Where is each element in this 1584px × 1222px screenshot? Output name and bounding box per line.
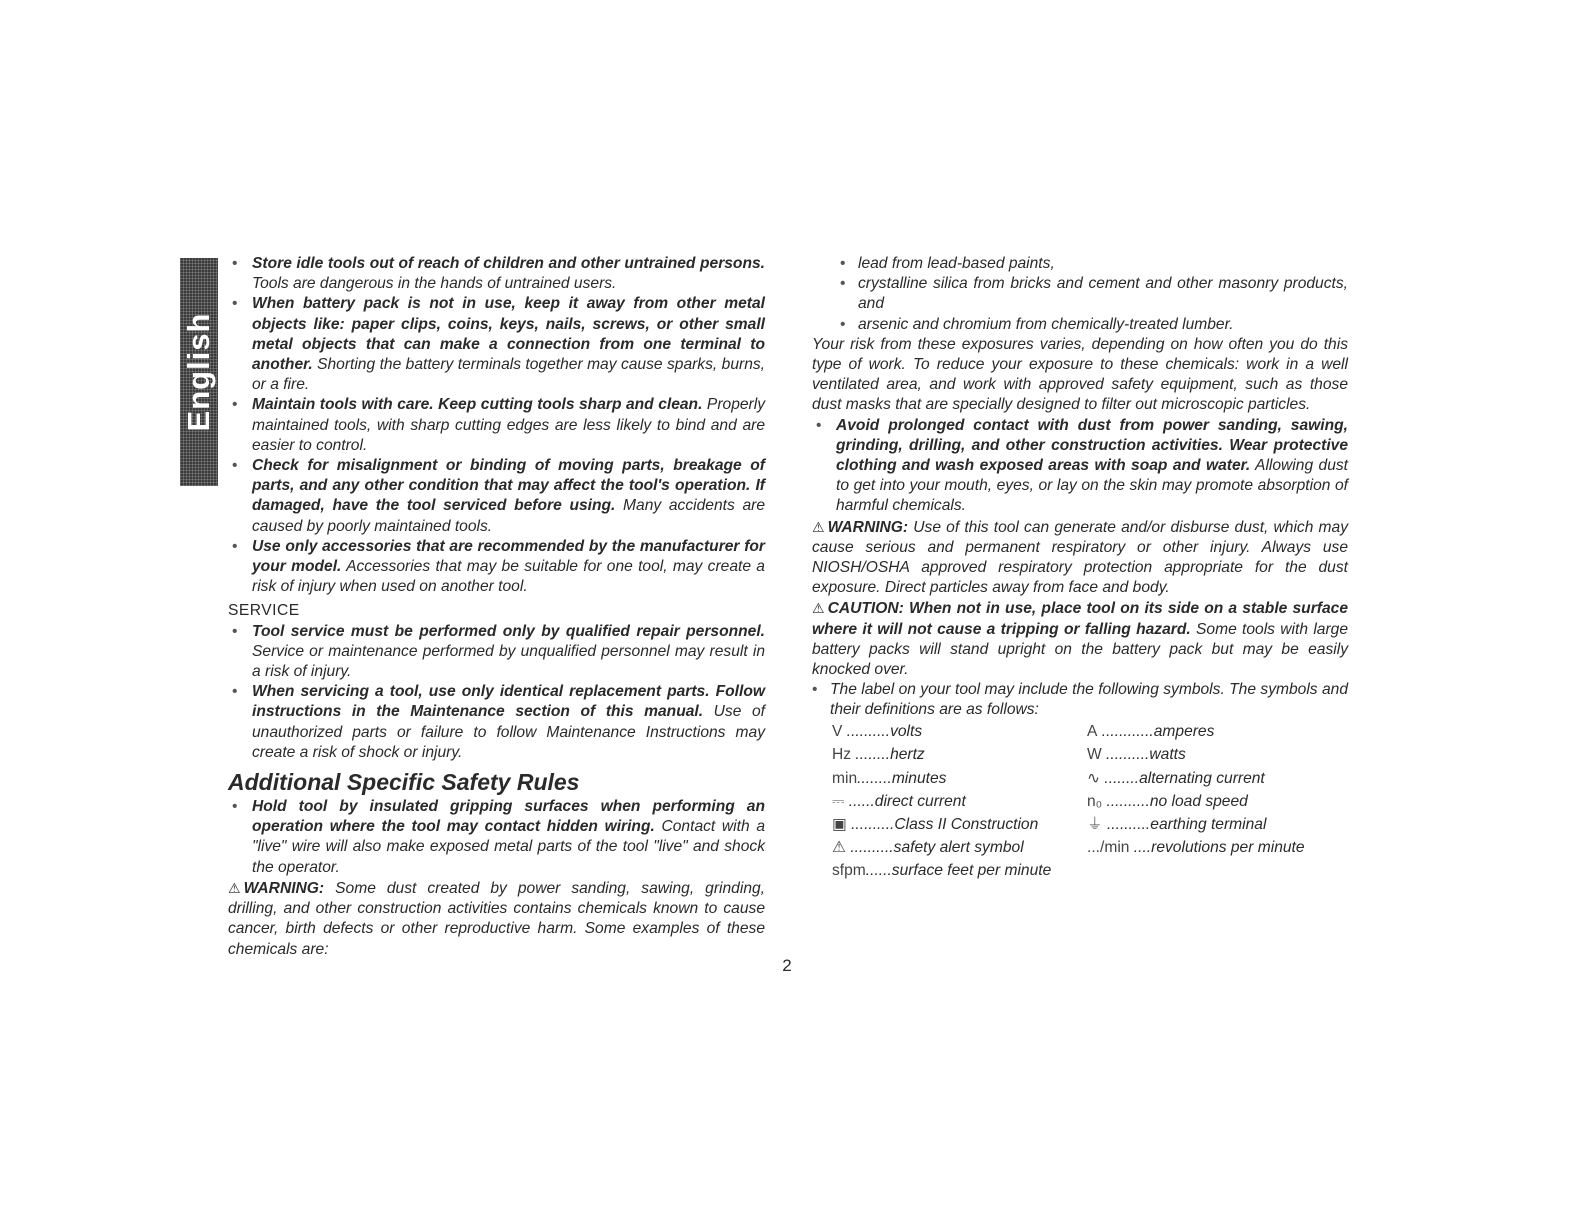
watts-symbol: W — [1087, 746, 1102, 764]
list-item: • Store idle tools out of reach of children and other untrained persons. Tools are dangerous in the hands of untrained users. — [228, 254, 765, 294]
alternating-current-icon: ∿ — [1087, 769, 1101, 787]
list-item: • When battery pack is not in use, keep it away from other metal objects like: paper clips, coins, keys, nails, screws, or other small metal objects that can make a connection from one terminal to another. Shorting the battery terminals together may cause sparks, burns, or a fire. — [228, 294, 765, 395]
warning-triangle-icon: ⚠ — [228, 879, 241, 896]
table-row: sfpm......surface feet per minute — [832, 860, 1305, 883]
caution-paragraph: ⚠ CAUTION: When not in use, place tool on its side on a stable surface where it will not cause a tripping or falling hazard. Some tools with large battery packs will stand upright on the battery pack but may be easily knocked over. — [812, 600, 1348, 679]
safety-alert-icon: ⚠ — [832, 839, 846, 857]
list-item: • Avoid prolonged contact with dust from power sanding, sawing, grinding, drilling, and other construction activities. Wear protective clothing and wash exposed areas with soap and water. Allowing dust to get into your mouth, eyes, or lay on the skin may promote absorption of harmful chemicals. — [812, 416, 1348, 517]
service-list — [228, 622, 765, 763]
sfpm-symbol: sfpm — [832, 862, 866, 880]
minutes-symbol: min — [832, 769, 858, 787]
general-safety-list — [228, 254, 765, 597]
volts-symbol: V — [832, 723, 843, 741]
page-number: 2 — [782, 956, 792, 975]
no-load-speed-symbol: n₀ — [1087, 792, 1103, 810]
list-item: • lead from lead-based paints, — [812, 254, 1348, 274]
warning-dust-paragraph: ⚠ WARNING: Some dust created by power sanding, sawing, grinding, drilling, and other construction activities contains chemicals known to cause cancer, birth defects or other reproductive harm. Some examples of these chemicals are: — [228, 879, 765, 958]
list-item: • crystalline silica from bricks and cement and other masonry products, and — [812, 274, 1348, 314]
right-column — [812, 254, 1348, 883]
additional-rules-list — [228, 797, 765, 878]
dust-contact-list — [812, 416, 1348, 517]
exposure-paragraph: Your risk from these exposures varies, depending on how often you do this type of work. To reduce your exposure to these chemicals: work in a well ventilated area, and work with approved safety equipment, such as those dust masks that are specially designed to filter out microscopic particles. — [812, 335, 1348, 414]
caution-label: CAUTION: — [827, 600, 904, 618]
class-ii-construction-icon: ▣ — [832, 815, 847, 833]
list-item: • Maintain tools with care. Keep cutting tools sharp and clean. Properly maintained tools, with sharp cutting edges are less likely to bind and are easier to control. — [228, 395, 765, 456]
direct-current-icon: ⎓ — [832, 792, 845, 810]
list-item: • Tool service must be performed only by qualified repair personnel. Service or maintenance performed by unqualified personnel may result in a risk of injury. — [228, 622, 765, 683]
table-row: ⎓ ......direct current n₀ ..........no load speed — [832, 790, 1305, 813]
rpm-symbol: .../min — [1087, 839, 1130, 857]
symbols-table — [832, 721, 1305, 883]
table-row: Hz ........hertz W ..........watts — [832, 744, 1305, 767]
additional-rules-heading: Additional Specific Safety Rules — [228, 769, 580, 796]
list-item: • arsenic and chromium from chemically-treated lumber. — [812, 315, 1348, 335]
list-item: • The label on your tool may include the following symbols. The symbols and their definitions are as follows: — [812, 680, 1348, 720]
warning-triangle-icon: ⚠ — [812, 600, 825, 617]
language-tab-label: English — [181, 312, 216, 432]
service-heading: SERVICE — [228, 602, 300, 620]
hertz-symbol: Hz — [832, 746, 852, 764]
list-item: • Use only accessories that are recommended by the manufacturer for your model. Accessories that may be suitable for one tool, may create a risk of injury when used on another tool. — [228, 537, 765, 598]
warning-label: WARNING: — [827, 518, 909, 536]
table-row: V ..........volts A ............amperes — [832, 721, 1305, 744]
list-item: • When servicing a tool, use only identical replacement parts. Follow instructions in the Maintenance section of this manual. Use of unauthorized parts or failure to follow Maintenance Instructions may create a risk of shock or injury. — [228, 682, 765, 763]
list-item: • Hold tool by insulated gripping surfaces when performing an operation where the tool may contact hidden wiring. Contact with a "live" wire will also make exposed metal parts of the tool "live" and shock the operator. — [228, 797, 765, 878]
warning-label: WARNING: — [243, 879, 325, 897]
table-row: min........minutes ∿ ........alternating current — [832, 767, 1305, 790]
warning-respiratory-paragraph: ⚠ WARNING: Use of this tool can generate and/or disburse dust, which may cause serious and permanent respiratory or other injury. Always use NIOSH/OSHA approved respiratory protection appropriate for the dust exposure. Direct particles away from face and body. — [812, 518, 1348, 597]
symbols-intro-list — [812, 680, 1348, 720]
table-row: ▣ ..........Class II Construction ⏚ ..........earthing terminal — [832, 813, 1305, 836]
language-tab-english — [180, 258, 218, 486]
list-item: • Check for misalignment or binding of moving parts, breakage of parts, and any other condition that may affect the tool's operation. If damaged, have the tool serviced before using. Many accidents are caused by poorly maintained tools. — [228, 456, 765, 537]
left-column — [228, 254, 765, 960]
amperes-symbol: A — [1087, 723, 1098, 741]
chemical-examples-list — [812, 254, 1348, 335]
earthing-terminal-icon: ⏚ — [1087, 815, 1103, 833]
table-row: ⚠ ..........safety alert symbol .../min ....revolutions per minute — [832, 837, 1305, 860]
warning-triangle-icon: ⚠ — [812, 518, 825, 535]
